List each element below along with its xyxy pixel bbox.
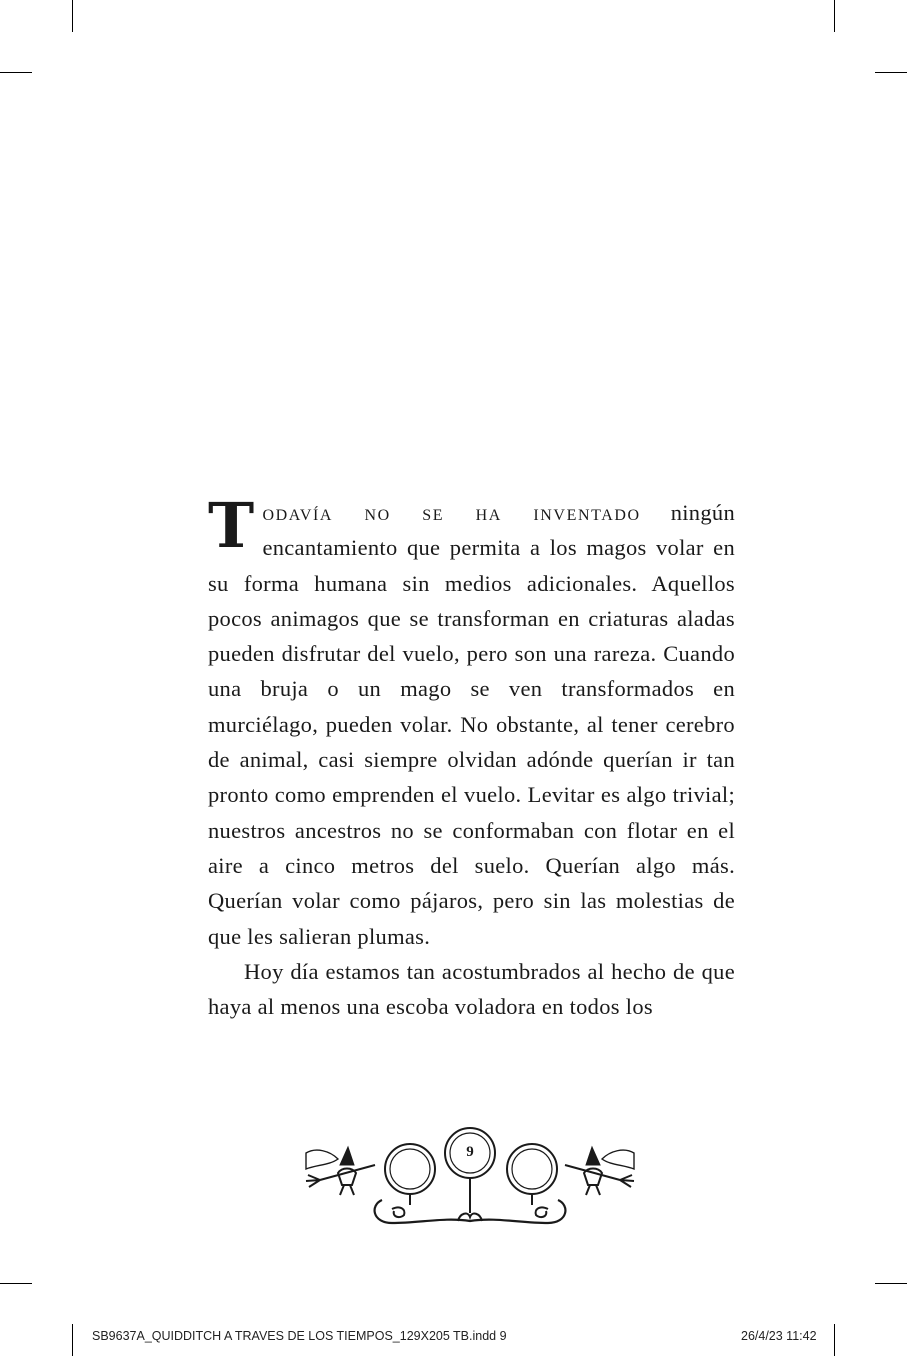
crop-mark-bottom-left-horizontal	[0, 1283, 32, 1284]
body-text	[208, 489, 735, 1024]
paragraph-1	[208, 489, 735, 954]
slug-timestamp: 26/4/23 11:42	[741, 1329, 817, 1343]
crop-mark-bottom-left-vertical	[72, 1324, 73, 1356]
crop-mark-top-right-vertical	[834, 0, 835, 32]
crop-mark-top-right-horizontal	[875, 72, 907, 73]
crop-mark-bottom-right-vertical	[834, 1324, 835, 1356]
paragraph-2: Hoy día estamos tan acostumbrados al hecho de que haya al menos una escoba voladora en todos los	[208, 958, 735, 1020]
page-number: 9	[466, 1144, 474, 1160]
crop-mark-top-left-horizontal	[0, 72, 32, 73]
paragraph-1-text: ningún encantamiento que permita a los magos volar en su forma humana sin medios adicionales. Aquellos pocos animagos que se transforman en criaturas aladas pueden disfrutar del vuelo, pero son una rareza. Cuando una bruja o un mago se ven transformados en murciélago, pueden volar. No obstante, al tener cerebro de animal, casi siempre olvidan adónde querían ir tan pronto como emprenden el vuelo. Levitar es algo trivial; nuestros ancestros no se conformaban con flotar en el aire a cinco metros del suelo. Querían algo más. Querían volar como pájaros, pero sin las molestias de que les salieran plumas.	[208, 500, 735, 949]
crop-mark-bottom-right-horizontal	[875, 1283, 907, 1284]
slug-file-name: SB9637A_QUIDDITCH A TRAVES DE LOS TIEMPOS_129X205 TB.indd 9	[92, 1329, 507, 1343]
drop-cap: T	[208, 489, 255, 562]
crop-mark-top-left-vertical	[72, 0, 73, 32]
opening-small-caps: odavía no se ha inventado	[262, 500, 641, 525]
